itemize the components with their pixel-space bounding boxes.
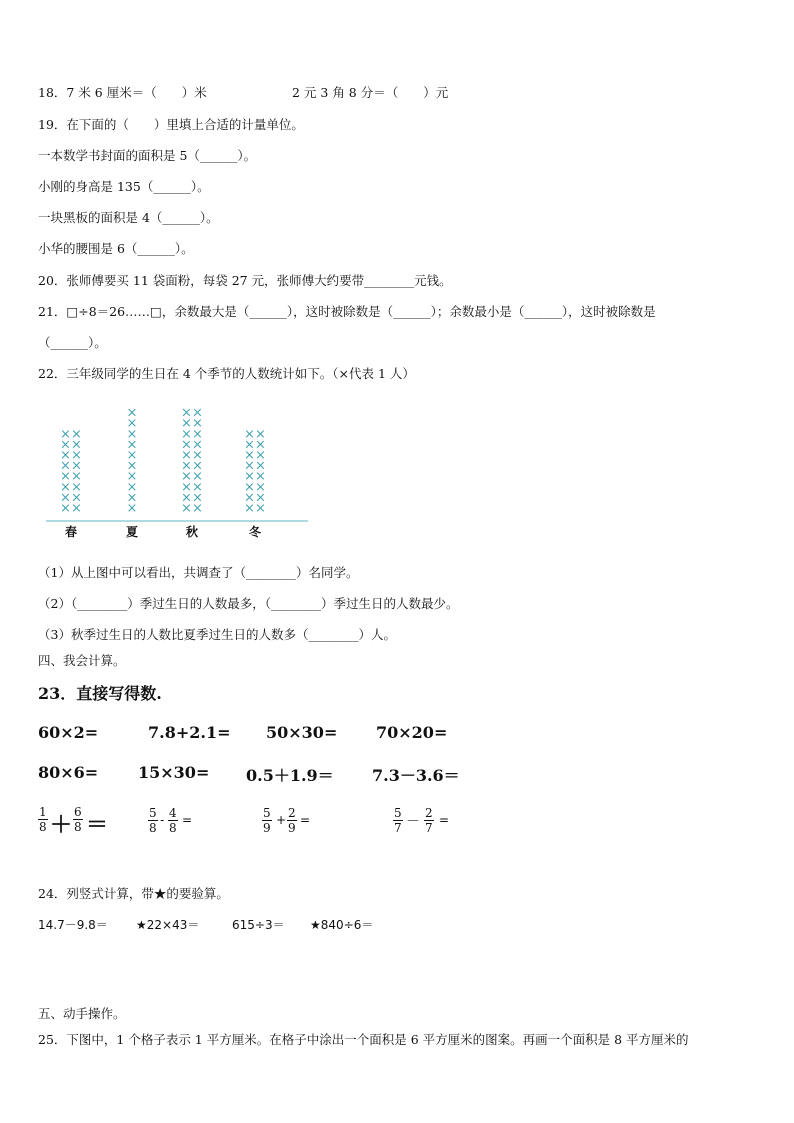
cross-mark-冬: × — [255, 426, 266, 442]
cross-mark-冬: × — [244, 469, 255, 485]
q25-text: 25．下图中，1 个格子表示 1 平方厘米。在格子中涂出一个面积是 6 平方厘米的图案。再画一个面积是 8 平方厘米的 — [38, 1032, 689, 1047]
equals-sign: = — [300, 813, 311, 827]
plus-sign: ＋ — [50, 812, 73, 838]
cross-mark-冬: × — [244, 490, 255, 506]
cross-mark-夏: × — [126, 479, 138, 495]
q19-item-4: 小华的腰围是 6（______）。 — [38, 241, 194, 256]
cross-mark-夏: × — [126, 416, 138, 432]
fraction: $\frac{6}{8}$ — [74, 805, 82, 834]
cross-mark-冬: × — [255, 490, 266, 506]
section-4-heading: 四、我会计算。 — [38, 653, 126, 668]
fraction: $\frac{2}{9}$ — [288, 806, 296, 835]
calc-2: 7.8+2.1= — [148, 723, 231, 742]
q19-item-2: 小刚的身高是 135（______）。 — [38, 179, 210, 194]
equals-sign: ＝ — [86, 812, 109, 838]
calc-6: 15×30= — [138, 763, 210, 782]
minus-sign: － — [406, 814, 420, 830]
q21-line2: （______）。 — [38, 335, 107, 350]
calc-7: 0.5＋1.9＝ — [246, 766, 334, 785]
minus-sign: - — [160, 813, 165, 827]
q24-item-1: 14.7－9.8＝ — [38, 918, 108, 932]
category-label: 夏 — [125, 525, 139, 539]
cross-mark-秋: × — [192, 479, 203, 495]
q18-left: 18．7 米 6 厘米＝（ ）米 — [38, 85, 207, 100]
cross-mark-春: × — [60, 448, 71, 463]
cross-mark-秋: × — [181, 416, 192, 432]
cross-mark-夏: × — [126, 469, 138, 485]
q22-sub3: （3）秋季过生日的人数比夏季过生日的人数多（________）人。 — [38, 627, 396, 642]
cross-mark-春: × — [71, 479, 82, 495]
q19-item-1: 一本数学书封面的面积是 5（______）。 — [38, 148, 257, 163]
q22-sub2: （2）（________）季过生日的人数最多，（________）季过生日的人数最少。 — [38, 596, 459, 611]
cross-mark-夏: × — [126, 405, 138, 421]
fraction: $\frac{2}{7}$ — [425, 806, 433, 835]
cross-mark-冬: × — [244, 437, 255, 453]
fraction: $\frac{5}{7}$ — [394, 806, 402, 835]
equals-sign: = — [439, 813, 450, 827]
cross-mark-秋: × — [181, 501, 192, 516]
cross-mark-春: × — [71, 426, 82, 442]
cross-mark-冬: × — [244, 426, 255, 442]
q18-right: 2 元 3 角 8 分＝（ ）元 — [292, 85, 449, 100]
cross-mark-冬: × — [255, 437, 266, 453]
fraction: $\frac{5}{8}$ — [149, 806, 157, 835]
calc-8: 7.3－3.6＝ — [372, 766, 460, 785]
cross-mark-秋: × — [192, 490, 203, 506]
cross-mark-春: × — [60, 458, 71, 474]
cross-mark-春: × — [71, 490, 82, 506]
cross-mark-春: × — [71, 501, 82, 516]
pictograph-chart — [40, 392, 320, 544]
cross-mark-春: × — [71, 458, 82, 474]
cross-mark-秋: × — [181, 405, 192, 421]
plus-sign: + — [276, 813, 287, 827]
cross-mark-秋: × — [192, 405, 203, 421]
cross-mark-秋: × — [192, 426, 203, 442]
cross-mark-秋: × — [181, 458, 192, 474]
cross-mark-春: × — [60, 479, 71, 495]
category-label: 冬 — [248, 525, 262, 539]
q20-text: 20．张师傅要买 11 袋面粉，每袋 27 元，张师傅大约要带________元钱。 — [38, 273, 452, 288]
cross-mark-冬: × — [255, 448, 266, 463]
cross-mark-秋: × — [181, 426, 192, 442]
cross-mark-秋: × — [181, 448, 192, 463]
cross-mark-秋: × — [181, 437, 192, 453]
cross-mark-夏: × — [126, 501, 138, 516]
q19-item-3: 一块黑板的面积是 4（______）。 — [38, 210, 219, 225]
cross-mark-春: × — [60, 490, 71, 506]
cross-mark-秋: × — [192, 437, 203, 453]
cross-mark-冬: × — [255, 479, 266, 495]
q24-item-4: ★840÷6＝ — [310, 918, 374, 932]
q22-sub1: （1）从上图中可以看出，共调查了（________）名同学。 — [38, 565, 359, 580]
calc-3: 50×30= — [266, 723, 338, 742]
cross-mark-春: × — [71, 469, 82, 485]
cross-mark-秋: × — [192, 501, 203, 516]
q23-title: 23．直接写得数. — [38, 684, 162, 703]
cross-mark-冬: × — [244, 458, 255, 474]
cross-mark-冬: × — [244, 479, 255, 495]
cross-mark-春: × — [60, 501, 71, 516]
cross-mark-春: × — [60, 469, 71, 485]
q24-item-2: ★22×43＝ — [136, 918, 200, 932]
cross-mark-冬: × — [255, 458, 266, 474]
fraction: $\frac{5}{9}$ — [263, 806, 271, 835]
calc-1: 60×2= — [38, 723, 99, 742]
cross-mark-秋: × — [192, 469, 203, 485]
cross-mark-春: × — [60, 437, 71, 453]
cross-mark-秋: × — [192, 448, 203, 463]
q22-title: 22．三年级同学的生日在 4 个季节的人数统计如下。（×代表 1 人） — [38, 366, 415, 381]
cross-mark-春: × — [71, 437, 82, 453]
cross-mark-冬: × — [244, 501, 255, 516]
cross-mark-秋: × — [181, 490, 192, 506]
cross-mark-秋: × — [192, 416, 203, 432]
q19-title: 19．在下面的（ ）里填上合适的计量单位。 — [38, 117, 304, 132]
cross-mark-秋: × — [181, 479, 192, 495]
cross-mark-秋: × — [181, 469, 192, 485]
calc-4: 70×20= — [376, 723, 448, 742]
category-label: 春 — [64, 525, 78, 539]
cross-mark-夏: × — [126, 448, 138, 463]
cross-mark-夏: × — [126, 490, 138, 506]
cross-mark-冬: × — [255, 501, 266, 516]
fraction: $\frac{4}{8}$ — [169, 806, 177, 835]
q21-line1: 21．□÷8＝26……□，余数最大是（______），这时被除数是（______）；余数最小是（______），这时被除数是 — [38, 304, 656, 319]
fraction: $\frac{1}{8}$ — [39, 805, 47, 834]
section-5-heading: 五、动手操作。 — [38, 1006, 126, 1021]
cross-mark-冬: × — [244, 448, 255, 463]
cross-mark-冬: × — [255, 469, 266, 485]
cross-mark-夏: × — [126, 458, 138, 474]
cross-mark-春: × — [71, 448, 82, 463]
category-label: 秋 — [185, 525, 199, 539]
cross-mark-夏: × — [126, 426, 138, 442]
cross-mark-夏: × — [126, 437, 138, 453]
cross-mark-秋: × — [192, 458, 203, 474]
calc-5: 80×6= — [38, 763, 99, 782]
equals-sign: = — [182, 813, 193, 827]
q24-title: 24．列竖式计算，带★的要验算。 — [38, 886, 229, 901]
cross-mark-春: × — [60, 426, 71, 442]
q24-item-3: 615÷3＝ — [232, 918, 285, 932]
